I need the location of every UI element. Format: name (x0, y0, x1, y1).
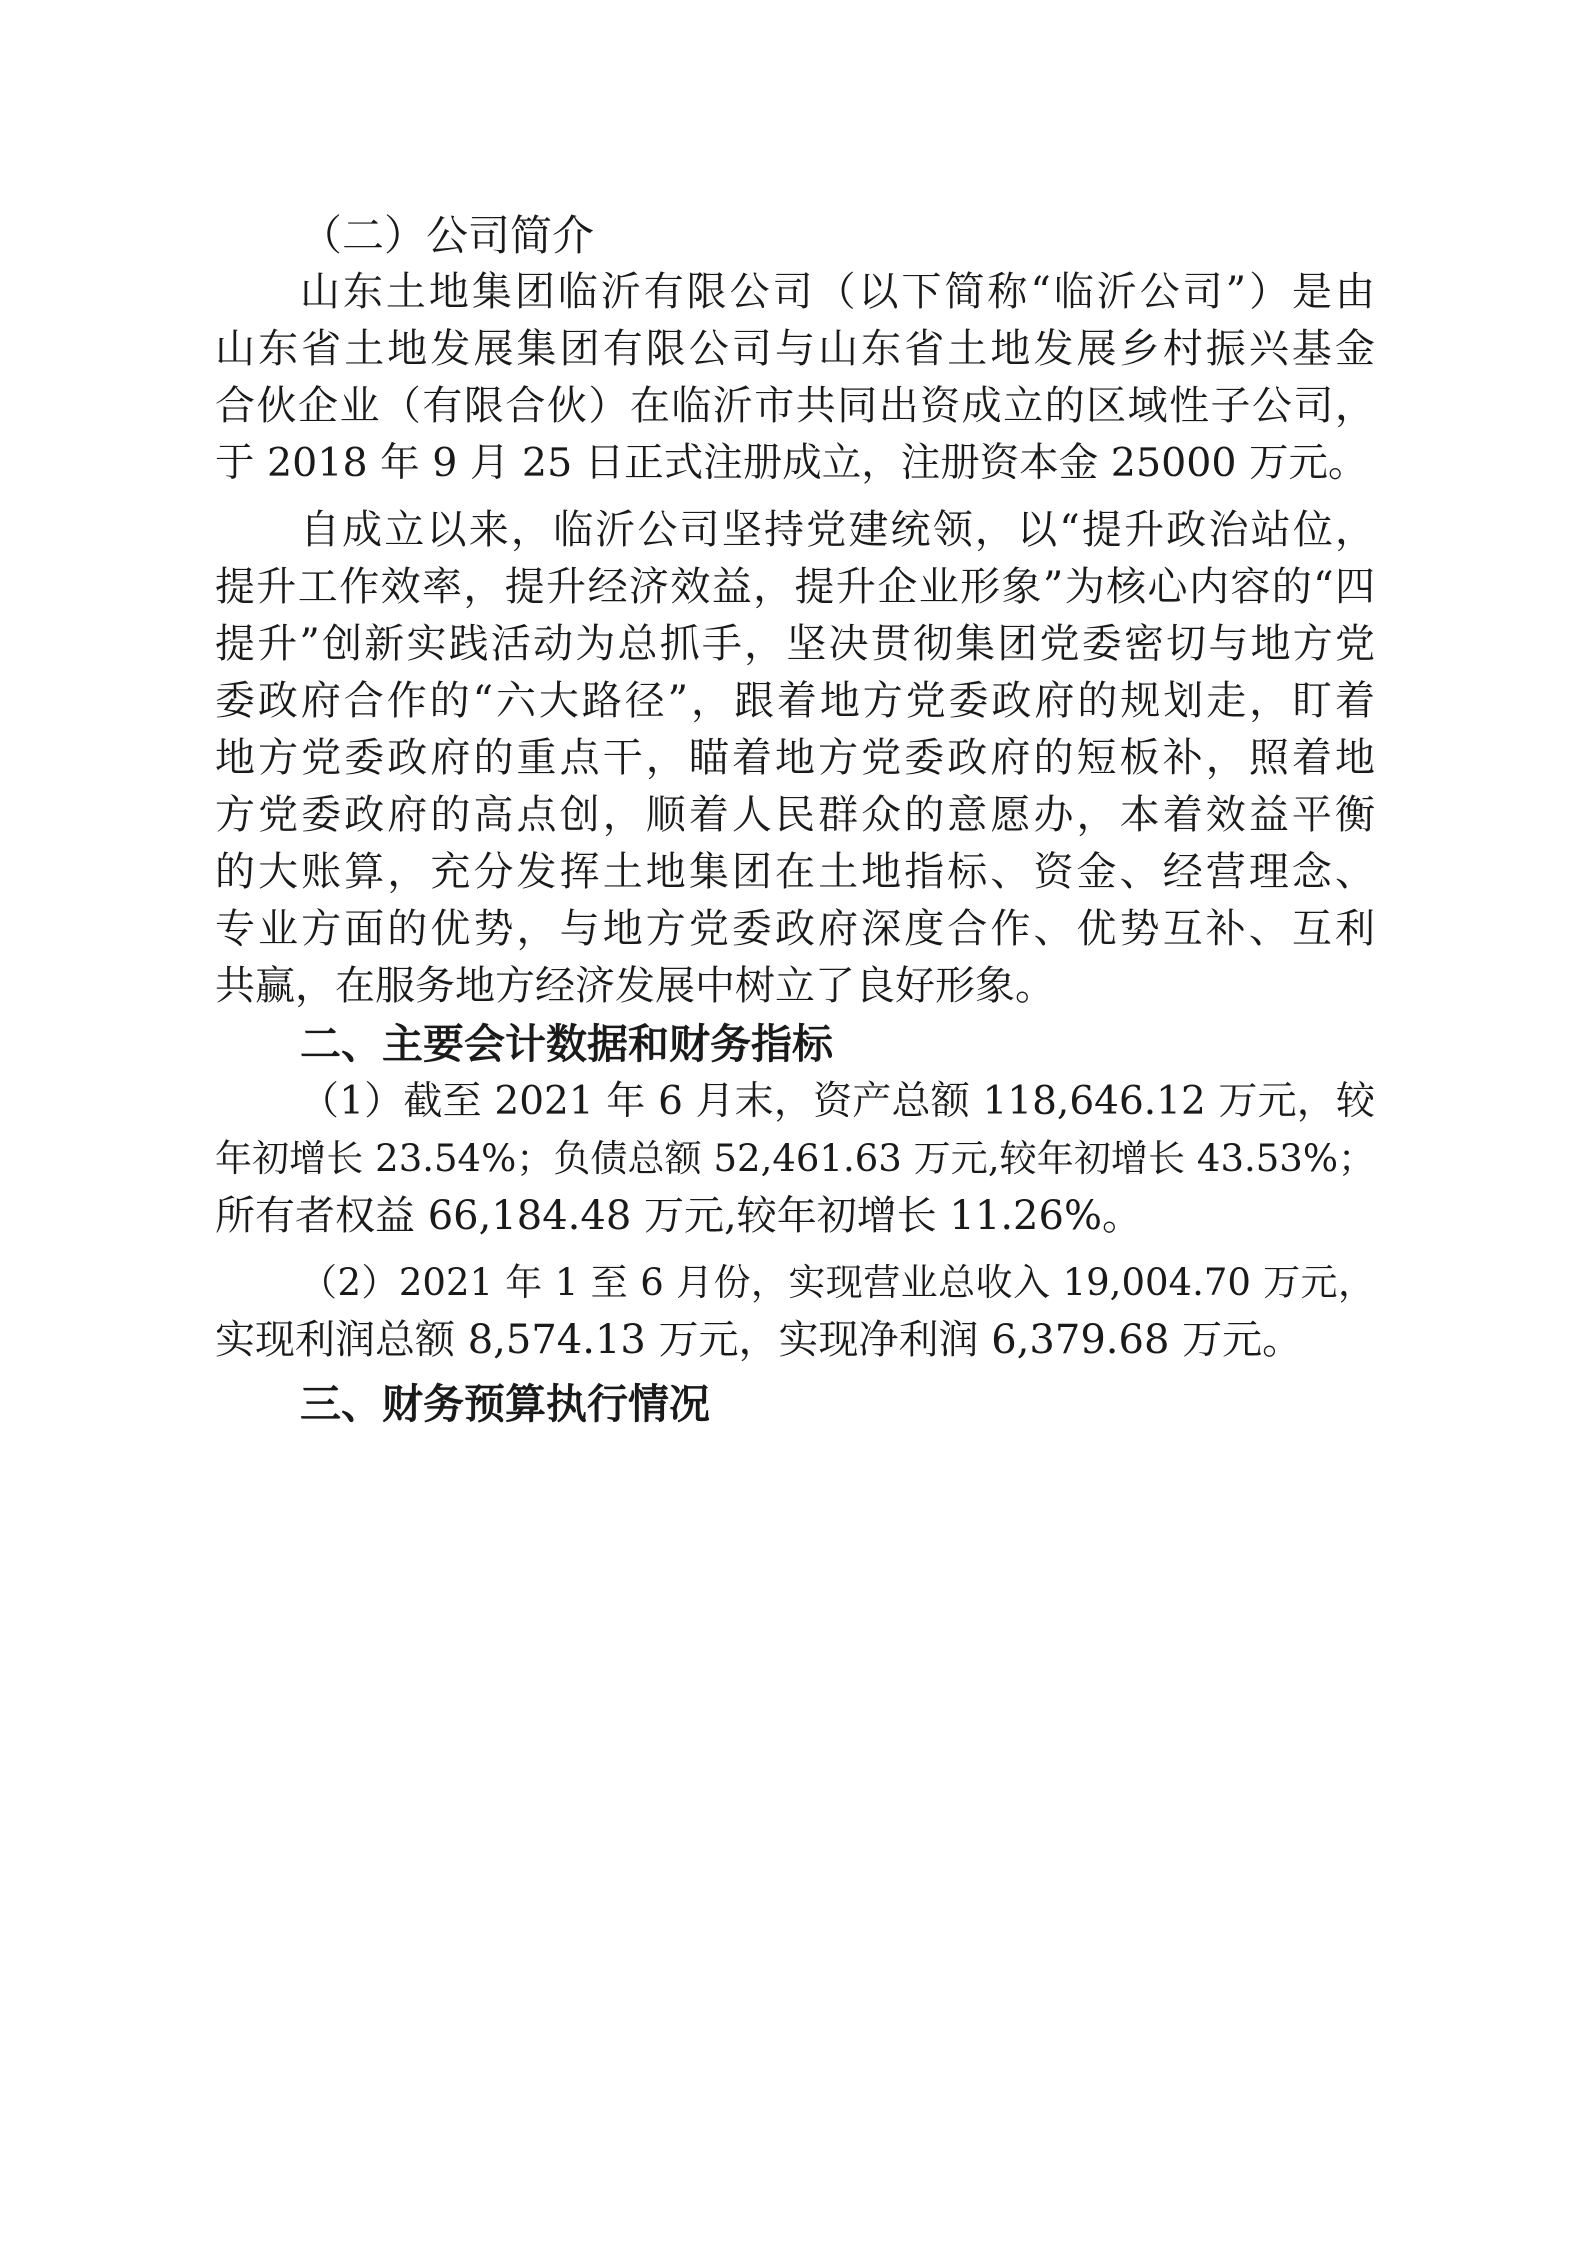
paragraph-line: 所有者权益 66,184.48 万元,较年初增长 11.26%。 (215, 1193, 1142, 1239)
section-heading-budget: 三、财务预算执行情况 (300, 1380, 710, 1428)
paragraph-line: 山东省土地发展集团有限公司与山东省土地发展乡村振兴基金 (215, 326, 1375, 372)
paragraph-line: 实现利润总额 8,574.13 万元，实现净利润 6,379.68 万元。 (215, 1317, 1303, 1363)
section-heading-company-intro: （二）公司简介 (300, 211, 595, 260)
paragraph-line: 共赢，在服务地方经济发展中树立了良好形象。 (215, 963, 1055, 1009)
paragraph-line: 提升”创新实践活动为总抓手，坚决贯彻集团党委密切与地方党 (215, 621, 1375, 667)
paragraph-line: 方党委政府的高点创，顺着人民群众的意愿办，本着效益平衡 (215, 792, 1375, 838)
paragraph-line: 年初增长 23.54%；负债总额 52,461.63 万元,较年初增长 43.53%； (215, 1137, 1375, 1180)
paragraph-line: （2）2021 年 1 至 6 月份，实现营业总收入 19,004.70 万元， (300, 1261, 1375, 1304)
paragraph-line: 山东土地集团临沂有限公司（以下简称“临沂公司”）是由 (300, 269, 1375, 315)
paragraph-line: 自成立以来，临沂公司坚持党建统领，以“提升政治站位， (300, 507, 1375, 553)
paragraph-line: 于 2018 年 9 月 25 日正式注册成立，注册资本金 25000 万元。 (215, 440, 1368, 486)
paragraph-line: 合伙企业（有限合伙）在临沂市共同出资成立的区域性子公司， (215, 383, 1375, 429)
paragraph-line: 的大账算，充分发挥土地集团在土地指标、资金、经营理念、 (215, 849, 1375, 895)
paragraph-line: 地方党委政府的重点干，瞄着地方党委政府的短板补，照着地 (215, 735, 1375, 781)
section-heading-financial-data: 二、主要会计数据和财务指标 (300, 1020, 833, 1068)
paragraph-line: 专业方面的优势，与地方党委政府深度合作、优势互补、互利 (215, 906, 1375, 952)
paragraph-line: 提升工作效率，提升经济效益，提升企业形象”为核心内容的“四 (215, 564, 1375, 610)
paragraph-line: 委政府合作的“六大路径”，跟着地方党委政府的规划走，盯着 (215, 678, 1375, 724)
paragraph-line: （1）截至 2021 年 6 月末，资产总额 118,646.12 万元，较 (300, 1079, 1375, 1124)
